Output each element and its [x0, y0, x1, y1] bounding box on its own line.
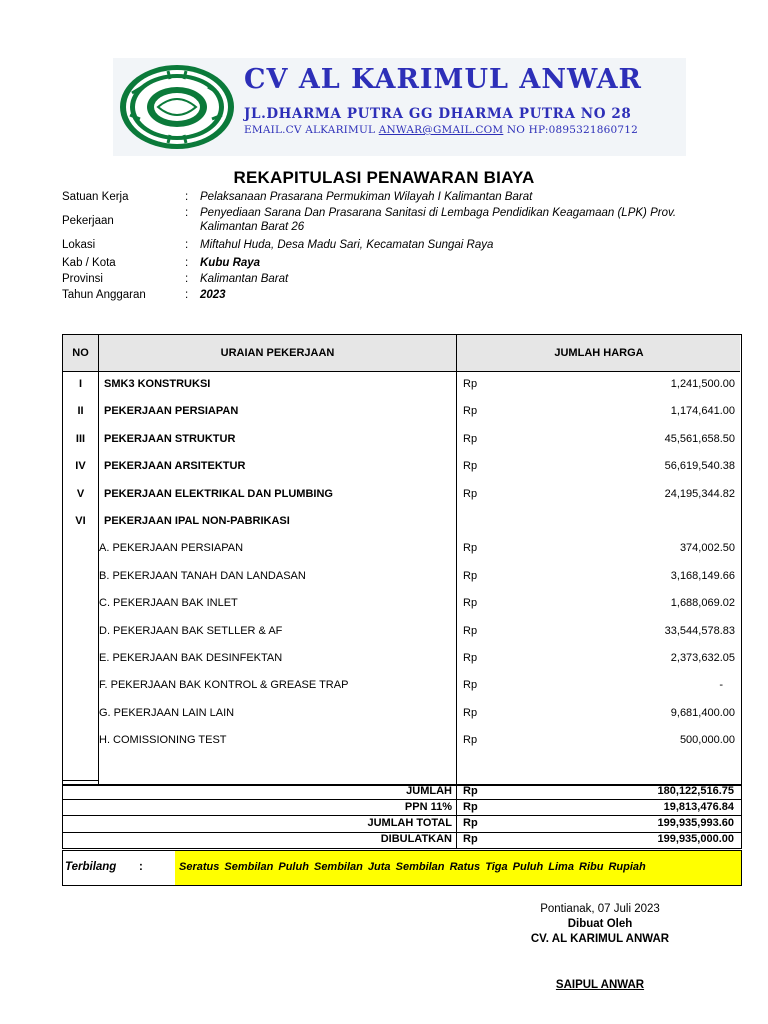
info-value-kab-kota: Kubu Raya	[200, 257, 261, 269]
row-amount: 9,681,400.00	[670, 707, 735, 719]
row-desc: H. COMISSIONING TEST	[99, 734, 227, 746]
row-currency: Rp	[463, 570, 478, 582]
row-no: III	[75, 433, 86, 445]
total-label: JUMLAH	[406, 785, 452, 797]
info-label-pekerjaan: Pekerjaan	[62, 215, 114, 227]
total-currency: Rp	[463, 801, 478, 813]
terbilang-colon: :	[139, 861, 143, 873]
info-colon: :	[185, 289, 189, 301]
company-name: CV AL KARIMUL ANWAR	[244, 64, 642, 95]
divider	[741, 784, 742, 849]
terbilang-text: Seratus Sembilan Puluh Sembilan Juta Sembilan Ratus Tiga Puluh Lima Ribu Rupiah	[179, 861, 646, 873]
info-label-lokasi: Lokasi	[62, 239, 96, 251]
row-currency: Rp	[463, 488, 478, 500]
divider	[63, 780, 98, 781]
header-jumlah-harga: JUMLAH HARGA	[554, 347, 644, 359]
row-amount: 500,000.00	[679, 734, 735, 746]
cost-recap-table	[62, 334, 742, 786]
row-currency: Rp	[463, 378, 478, 390]
row-amount: 1,241,500.00	[670, 378, 735, 390]
row-desc: B. PEKERJAAN TANAH DAN LANDASAN	[99, 570, 306, 582]
company-address: JL.DHARMA PUTRA GG DHARMA PUTRA NO 28	[244, 106, 632, 122]
row-desc: PEKERJAAN IPAL NON-PABRIKASI	[104, 515, 290, 527]
terbilang-label: Terbilang	[65, 861, 117, 873]
row-currency: Rp	[463, 405, 478, 417]
info-colon: :	[185, 207, 189, 219]
row-currency: Rp	[463, 707, 478, 719]
header-no: NO	[72, 347, 89, 359]
total-amount: 199,935,000.00	[657, 833, 734, 845]
divider	[62, 815, 742, 816]
row-desc: A. PEKERJAAN PERSIAPAN	[99, 542, 244, 554]
column-divider	[456, 335, 457, 785]
info-value-satuan-kerja: Pelaksanaan Prasarana Permukiman Wilayah I Kalimantan Barat	[200, 191, 533, 203]
total-currency: Rp	[463, 833, 478, 845]
row-amount: 33,544,578.83	[664, 625, 735, 637]
info-label-tahun-anggaran: Tahun Anggaran	[62, 289, 146, 301]
row-desc: PEKERJAAN STRUKTUR	[104, 433, 236, 445]
row-currency: Rp	[463, 679, 478, 691]
email-link[interactable]: ANWAR@GMAIL.COM	[378, 124, 504, 136]
row-currency: Rp	[463, 542, 478, 554]
row-no: I	[78, 378, 83, 390]
info-colon: :	[185, 257, 189, 269]
row-amount: 1,174,641.00	[670, 405, 735, 417]
row-currency: Rp	[463, 734, 478, 746]
email-prefix: EMAIL.CV ALKARIMUL	[244, 124, 379, 136]
row-currency: Rp	[463, 652, 478, 664]
row-desc: D. PEKERJAAN BAK SETLLER & AF	[99, 625, 283, 637]
total-label: JUMLAH TOTAL	[367, 817, 452, 829]
row-desc: PEKERJAAN PERSIAPAN	[104, 405, 239, 417]
divider	[62, 799, 742, 800]
info-label-provinsi: Provinsi	[62, 273, 103, 285]
signature-company: CV. AL KARIMUL ANWAR	[530, 933, 670, 945]
row-currency: Rp	[463, 597, 478, 609]
row-no: VI	[75, 515, 86, 527]
total-label: PPN 11%	[404, 801, 452, 813]
row-desc: PEKERJAAN ELEKTRIKAL DAN PLUMBING	[104, 488, 333, 500]
info-colon: :	[185, 273, 189, 285]
row-currency: Rp	[463, 460, 478, 472]
row-desc: E. PEKERJAAN BAK DESINFEKTAN	[99, 652, 283, 664]
phone-number: NO HP:0895321860712	[503, 124, 639, 136]
document-title: REKAPITULASI PENAWARAN BIAYA	[233, 168, 535, 187]
row-currency: Rp	[463, 433, 478, 445]
total-currency: Rp	[463, 785, 478, 797]
place-date: Pontianak, 07 Juli 2023	[540, 903, 660, 915]
row-no: V	[76, 488, 85, 500]
row-amount: 1,688,069.02	[670, 597, 735, 609]
signer-name: SAIPUL ANWAR	[555, 979, 645, 991]
info-colon: :	[185, 239, 189, 251]
row-desc: C. PEKERJAAN BAK INLET	[99, 597, 238, 609]
row-currency: Rp	[463, 625, 478, 637]
row-desc: SMK3 KONSTRUKSI	[104, 378, 211, 390]
total-currency: Rp	[463, 817, 478, 829]
total-amount: 199,935,993.60	[657, 817, 734, 829]
terbilang-box	[62, 850, 742, 886]
total-amount: 180,122,516.75	[657, 785, 734, 797]
row-no: IV	[75, 460, 86, 472]
company-contact	[244, 124, 638, 136]
row-desc: G. PEKERJAAN LAIN LAIN	[99, 707, 235, 719]
divider	[62, 848, 742, 849]
row-amount: 2,373,632.05	[670, 652, 735, 664]
info-value-tahun-anggaran: 2023	[200, 289, 226, 301]
row-desc: PEKERJAAN ARSITEKTUR	[104, 460, 246, 472]
row-amount: 374,002.50	[679, 542, 735, 554]
info-value-provinsi: Kalimantan Barat	[200, 273, 289, 285]
row-desc: F. PEKERJAAN BAK KONTROL & GREASE TRAP	[99, 679, 349, 691]
total-label: DIBULATKAN	[380, 833, 452, 845]
row-no: II	[77, 405, 84, 417]
divider	[456, 784, 457, 849]
info-colon: :	[185, 191, 189, 203]
row-amount: 45,561,658.50	[664, 433, 735, 445]
info-value-lokasi: Miftahul Huda, Desa Madu Sari, Kecamatan Sungai Raya	[200, 239, 494, 251]
row-amount: -	[719, 679, 723, 691]
total-amount: 19,813,476.84	[663, 801, 734, 813]
row-amount: 24,195,344.82	[664, 488, 735, 500]
made-by: Dibuat Oleh	[567, 918, 633, 930]
info-value-pekerjaan: Penyediaan Sarana Dan Prasarana Sanitasi di Lembaga Pendidikan Keagamaan (LPK) Prov.	[200, 207, 677, 219]
row-amount: 3,168,149.66	[670, 570, 735, 582]
info-label-satuan-kerja: Satuan Kerja	[62, 191, 129, 203]
row-amount: 56,619,540.38	[664, 460, 735, 472]
header-uraian: URAIAN PEKERJAAN	[220, 347, 335, 359]
info-value-pekerjaan-line2: Kalimantan Barat 26	[200, 221, 305, 233]
info-label-kab-kota: Kab / Kota	[62, 257, 116, 269]
company-logo	[118, 63, 236, 151]
